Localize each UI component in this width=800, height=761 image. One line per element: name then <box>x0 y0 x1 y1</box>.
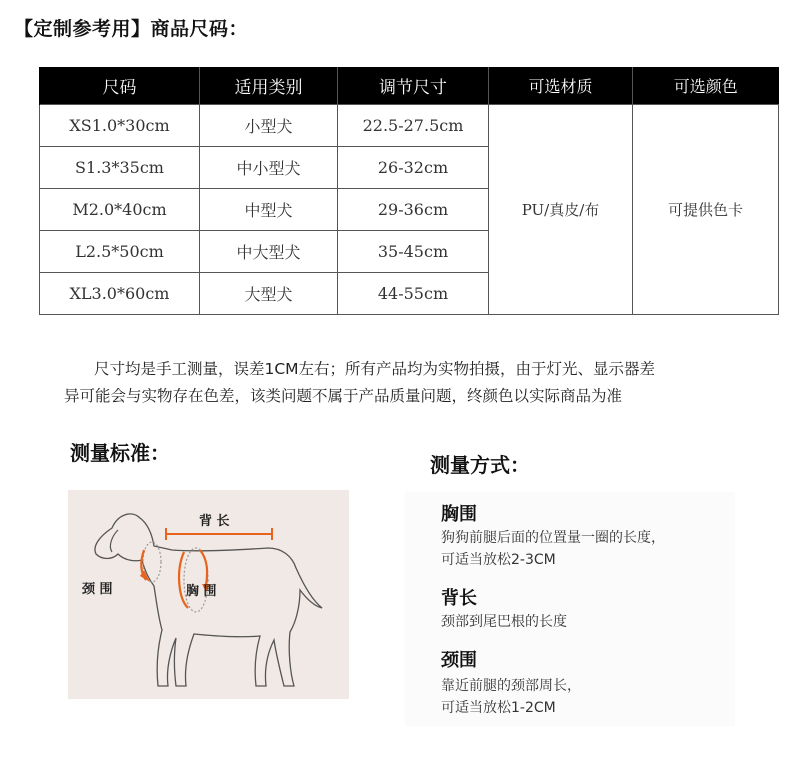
chest-label: 胸 围 <box>186 584 217 599</box>
cell-adjust: 44-55cm <box>338 273 489 315</box>
measure-method-panel <box>405 492 735 726</box>
cell-category: 大型犬 <box>200 273 338 315</box>
size-table <box>39 67 779 315</box>
cell-category: 中型犬 <box>200 189 338 231</box>
method-item-desc: 狗狗前腿后面的位置量一圈的长度， <box>441 530 665 546</box>
header-material: 可选材质 <box>489 67 633 105</box>
method-item-title: 背长 <box>441 588 477 609</box>
method-title: 测量方式： <box>430 453 530 477</box>
method-item-title: 颈围 <box>441 650 477 671</box>
dog-body-outline <box>95 514 322 686</box>
disclaimer-note <box>64 356 784 410</box>
cell-color: 可提供色卡 <box>633 105 779 315</box>
standard-title: 测量标准： <box>70 441 170 465</box>
cell-material: PU/真皮/布 <box>489 105 633 315</box>
header-adjust: 调节尺寸 <box>338 67 489 105</box>
cell-size: XL3.0*60cm <box>40 273 200 315</box>
neck-label: 颈 围 <box>82 582 113 597</box>
cell-size: M2.0*40cm <box>40 189 200 231</box>
header-color: 可选颜色 <box>633 67 779 105</box>
table-row <box>40 105 779 147</box>
cell-category: 中大型犬 <box>200 231 338 273</box>
dog-ear-outline <box>110 530 118 552</box>
cell-size: L2.5*50cm <box>40 231 200 273</box>
note-line-2: 异可能会与实物存在色差，该类问题不属于产品质量问题，终颜色以实际商品为准 <box>64 387 623 405</box>
method-item-desc: 颈部到尾巴根的长度 <box>441 614 567 630</box>
page-title: 【定制参考用】商品尺码： <box>14 18 249 40</box>
back-length-label: 背 长 <box>199 514 230 529</box>
cell-adjust: 22.5-27.5cm <box>338 105 489 147</box>
note-line-1: 尺寸均是手工测量，误差1CM左右；所有产品均为实物拍摄，由于灯光、显示器差 <box>94 360 656 378</box>
method-item-desc: 可适当放松2-3CM <box>441 552 556 568</box>
method-item-desc: 靠近前腿的颈部周长， <box>441 678 581 694</box>
cell-category: 中小型犬 <box>200 147 338 189</box>
size-table-header <box>40 67 779 105</box>
cell-category: 小型犬 <box>200 105 338 147</box>
dog-measure-diagram <box>68 490 349 699</box>
cell-size: S1.3*35cm <box>40 147 200 189</box>
header-size: 尺码 <box>40 67 200 105</box>
cell-size: XS1.0*30cm <box>40 105 200 147</box>
cell-adjust: 29-36cm <box>338 189 489 231</box>
cell-adjust: 35-45cm <box>338 231 489 273</box>
method-item-desc: 可适当放松1-2CM <box>441 700 556 716</box>
header-category: 适用类别 <box>200 67 338 105</box>
cell-adjust: 26-32cm <box>338 147 489 189</box>
method-item-title: 胸围 <box>441 504 477 525</box>
